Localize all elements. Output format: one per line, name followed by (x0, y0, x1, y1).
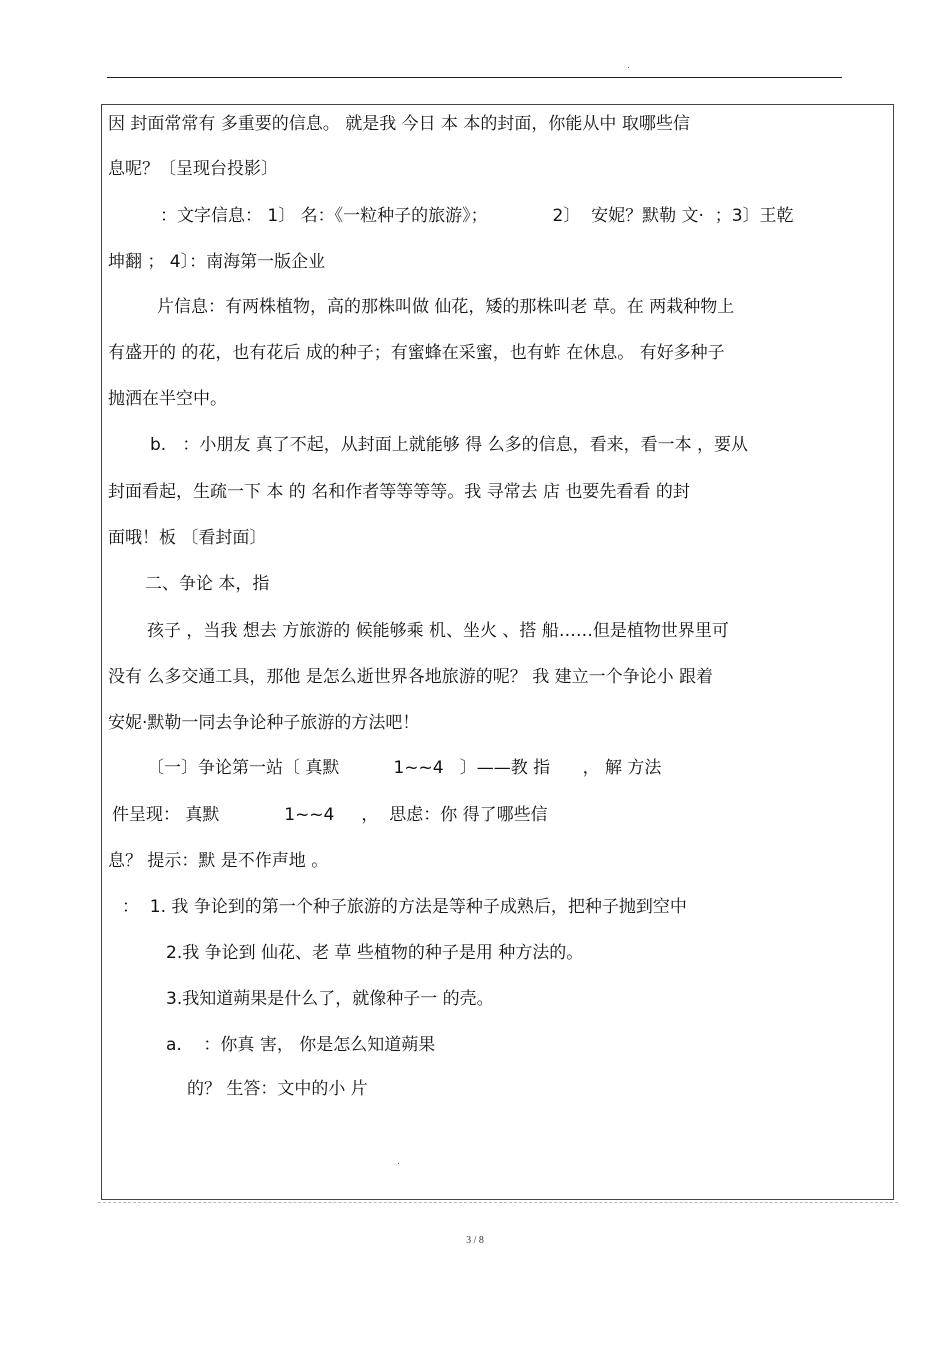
text-line-18: ： 1. 我 争论到的第一个种子旅游的方法是等种子成熟后，把种子抛到空中 (122, 897, 687, 917)
header-dot: . (627, 61, 630, 71)
text-line-20: 3.我知道蒴果是什么了，就像种子一 的壳。 (166, 989, 494, 1009)
text-line-8: b. ：小朋友 真了不起，从封面上就能够 得 么多的信息，看来，看一本 ，要从 (150, 435, 749, 455)
text-line-9: 封面看起，生疏一下 本 的 名和作者等等等等。我 寻常去 店 也要先看看 的封 (108, 482, 690, 502)
frame-bottom-rule (98, 1202, 898, 1203)
text-line-19: 2.我 争论到 仙花、老 草 些植物的种子是用 种方法的。 (166, 943, 584, 963)
text-line-15: 〔一〕争论第一站〔 真默 1~~4 〕——教 指 ， 解 方法 (147, 758, 662, 778)
text-line-16: 件呈现： 真默 1~~4 ， 思虑：你 得了哪些信 (112, 805, 548, 825)
text-line-17: 息？ 提示：默 是不作声地 。 (108, 851, 329, 871)
text-line-14: 安妮·默勒一同去争论种子旅游的方法吧！ (108, 713, 420, 733)
text-line-7: 抛洒在半空中。 (108, 389, 227, 409)
text-line-12: 孩子 ，当我 想去 方旅游的 候能够乘 机、坐火 、搭 船……但是植物世界里可 (147, 621, 729, 641)
text-line-22: 的？ 生答：文中的小 片 (187, 1079, 368, 1099)
text-line-2: 息呢？〔呈现台投影〕 (108, 159, 278, 179)
text-line-21: a. ：你真 害， 你是怎么知道蒴果 (166, 1035, 436, 1055)
header-rule (107, 77, 842, 78)
text-line-13: 没有 么多交通工具，那他 是怎么逝世界各地旅游的呢？ 我 建立一个争论小 跟着 (108, 667, 714, 687)
page-number: 3 / 8 (466, 1235, 484, 1246)
text-line-4: 坤翻 ； 4〕：南海第一版企业 (108, 252, 326, 272)
text-line-6: 有盛开的 的花，也有花后 成的种子；有蜜蜂在采蜜，也有蚱 在休息。 有好多种子 (108, 343, 725, 363)
text-line-11: 二、争论 本，指 (145, 574, 270, 594)
text-line-3: ：文字信息： 1〕 名：《一粒种子的旅游》； 2〕 安妮？默勒 文· ；3〕王乾 (160, 206, 794, 226)
text-line-10: 面哦！板 〔看封面〕 (108, 528, 267, 548)
text-line-1: 因 封面常常有 多重要的信息。 就是我 今日 本 本的封面，你能从中 取哪些信 (108, 114, 690, 134)
text-line-5: 片信息：有两株植物，高的那株叫做 仙花，矮的那株叫老 草。在 两栽种物上 (157, 297, 735, 317)
bottom-dot: . (397, 1157, 400, 1167)
